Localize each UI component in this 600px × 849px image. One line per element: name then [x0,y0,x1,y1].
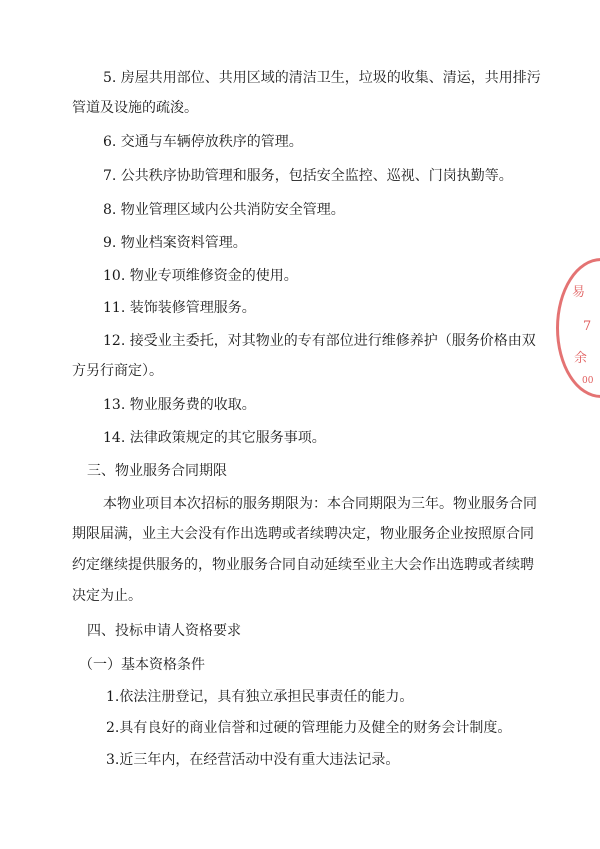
qualification-item-3: 3.近三年内，在经营活动中没有重大违法记录。 [106,752,400,768]
qualification-item-2: 2.具有良好的商业信誉和过硬的管理能力及健全的财务会计制度。 [106,720,512,736]
list-item-6: 6. 交通与车辆停放秩序的管理。 [103,134,303,150]
section-heading-contract-term: 三、物业服务合同期限 [87,463,227,479]
list-item-5-continued: 管道及设施的疏浚。 [72,100,198,116]
list-item-7: 7. 公共秩序协助管理和服务，包括安全监控、巡视、门岗执勤等。 [103,168,513,184]
seal-mark: 00 [582,376,594,386]
seal-mark: 7 [583,319,592,334]
paragraph-contract-term-line-3: 约定继续提供服务的，物业服务合同自动延续至业主大会作出选聘或者续聘 [72,557,534,573]
section-heading-qualification: 四、投标申请人资格要求 [87,623,241,639]
list-item-9: 9. 物业档案资料管理。 [103,235,247,251]
list-item-14: 14. 法律政策规定的其它服务事项。 [103,430,326,446]
paragraph-contract-term-line-1: 本物业项目本次招标的服务期限为：本合同期限为三年。物业服务合同 [103,496,537,512]
list-item-13: 13. 物业服务费的收取。 [103,397,256,413]
list-item-10: 10. 物业专项维修资金的使用。 [103,268,298,284]
list-item-12-continued: 方另行商定）。 [72,363,163,379]
list-item-12: 12. 接受业主委托，对其物业的专有部位进行维修养护（服务价格由双 [103,333,536,349]
seal-mark: 余 [574,351,588,366]
list-item-11: 11. 装饰装修管理服务。 [103,300,256,316]
paragraph-contract-term-line-2: 期限届满，业主大会没有作出选聘或者续聘决定，物业服务企业按照原合同 [72,526,534,542]
paragraph-contract-term-line-4: 决定为止。 [72,588,142,604]
list-item-5: 5. 房屋共用部位、共用区域的清洁卫生，垃圾的收集、清运，共用排污 [103,70,541,86]
qualification-item-1: 1.依法注册登记，具有独立承担民事责任的能力。 [106,689,414,705]
subsection-heading-basic-conditions: （一）基本资格条件 [79,657,205,673]
seal-mark: 易 [572,285,586,300]
list-item-8: 8. 物业管理区域内公共消防安全管理。 [103,202,345,218]
